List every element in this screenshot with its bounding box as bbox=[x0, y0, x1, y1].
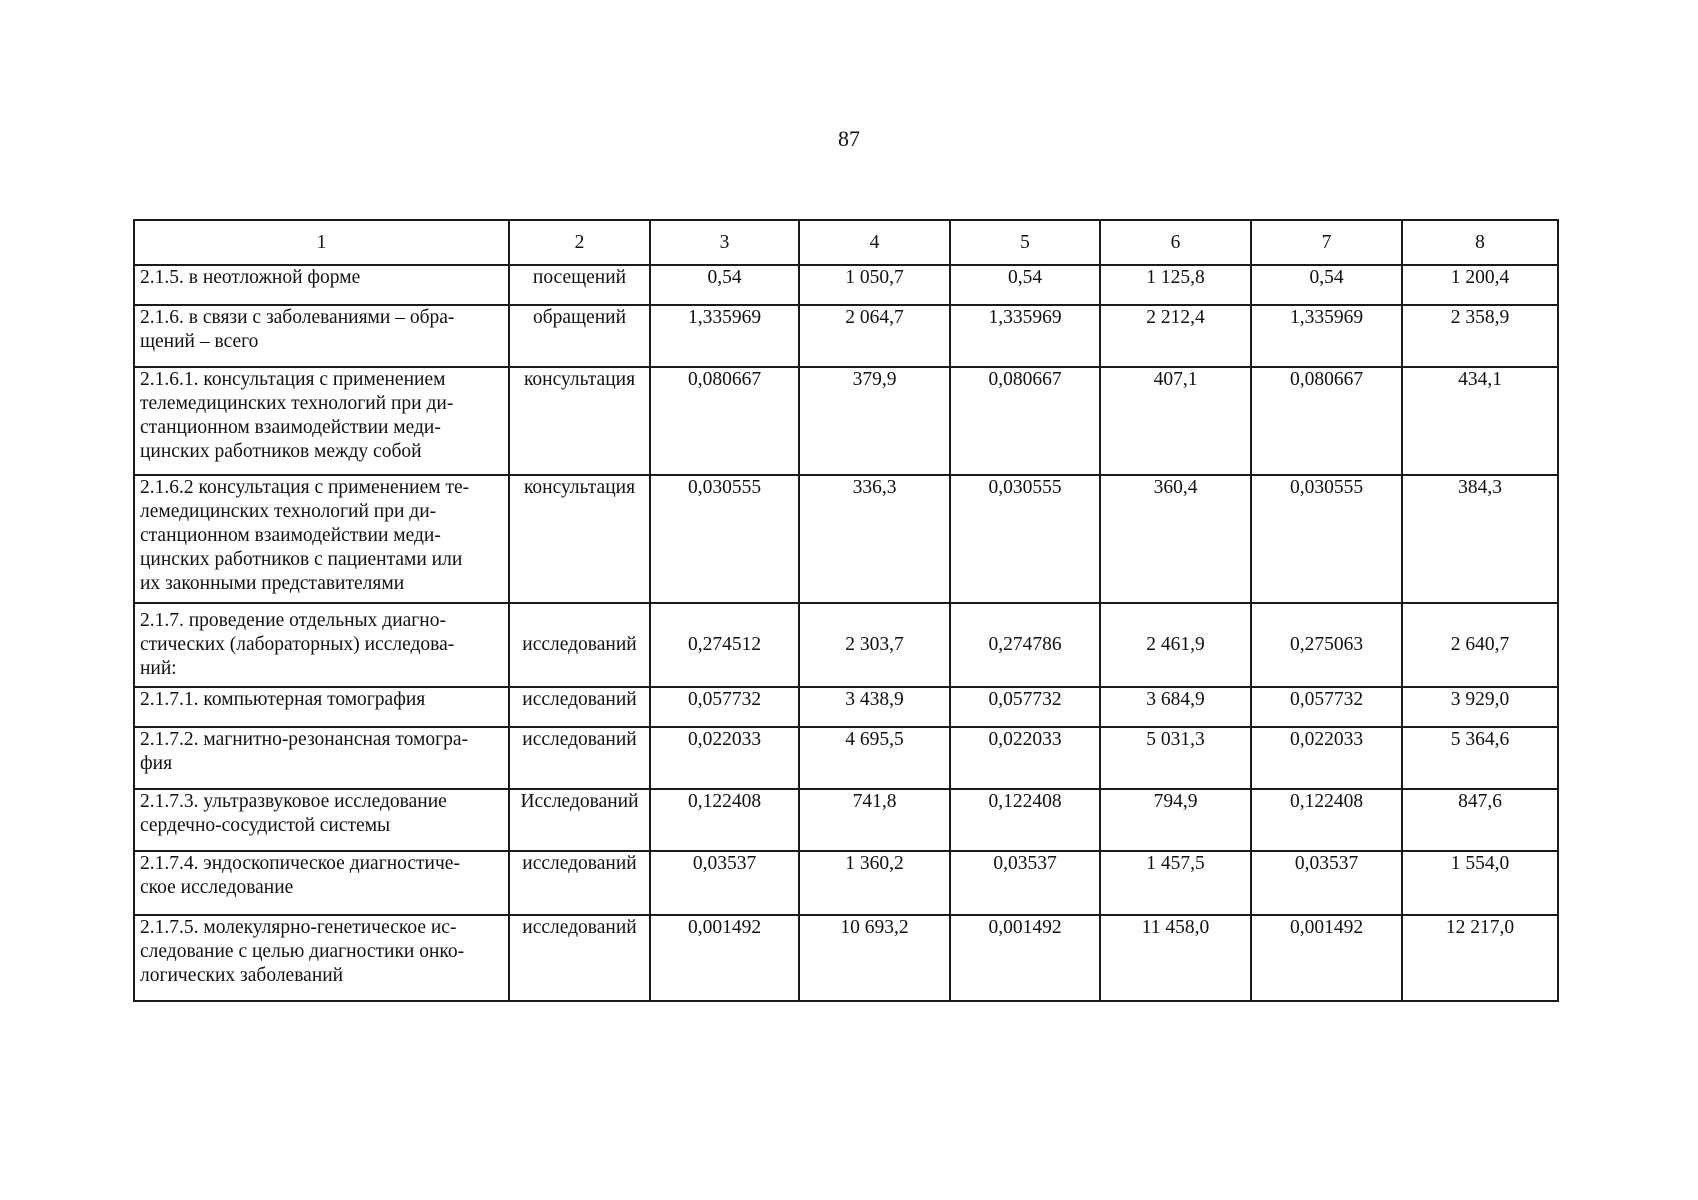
column-header: 1 bbox=[134, 220, 509, 265]
value-cell: 0,022033 bbox=[650, 727, 799, 789]
value-cell: 741,8 bbox=[799, 789, 950, 851]
row-name-line: щений – всего bbox=[140, 331, 259, 352]
value-cell: 384,3 bbox=[1402, 475, 1558, 603]
value-cell: 336,3 bbox=[799, 475, 950, 603]
unit-cell: Исследований bbox=[509, 789, 650, 851]
table-row bbox=[134, 367, 1558, 475]
value-cell: 3 684,9 bbox=[1100, 687, 1251, 727]
column-header: 8 bbox=[1402, 220, 1558, 265]
row-name-line: сердечно-сосудистой системы bbox=[140, 815, 391, 836]
value-cell: 0,080667 bbox=[650, 367, 799, 475]
row-name-line: 2.1.7.1. компьютерная томография bbox=[140, 689, 426, 710]
row-name-line: 2.1.7. проведение отдельных диагно- bbox=[140, 610, 446, 631]
table-row bbox=[134, 851, 1558, 915]
value-cell: 0,022033 bbox=[950, 727, 1100, 789]
value-cell: 0,080667 bbox=[1251, 367, 1402, 475]
unit-cell: исследований bbox=[509, 851, 650, 915]
value-cell: 1 125,8 bbox=[1100, 265, 1251, 305]
column-header: 3 bbox=[650, 220, 799, 265]
value-cell: 0,030555 bbox=[650, 475, 799, 603]
row-name-line: 2.1.7.4. эндоскопическое диагностиче- bbox=[140, 853, 460, 874]
table-row bbox=[134, 305, 1558, 367]
table-row bbox=[134, 603, 1558, 687]
row-name-line: ний: bbox=[140, 658, 177, 679]
value-cell: 0,057732 bbox=[950, 687, 1100, 727]
row-name-cell bbox=[134, 603, 509, 687]
header-row bbox=[134, 220, 1558, 265]
row-name-line: цинских работников между собой bbox=[140, 441, 422, 462]
row-name-cell bbox=[134, 789, 509, 851]
value-cell: 407,1 bbox=[1100, 367, 1251, 475]
value-cell: 0,274512 bbox=[650, 603, 799, 687]
value-cell: 11 458,0 bbox=[1100, 915, 1251, 1001]
column-header: 5 bbox=[950, 220, 1100, 265]
value-cell: 10 693,2 bbox=[799, 915, 950, 1001]
unit-cell: посещений bbox=[509, 265, 650, 305]
value-cell: 0,03537 bbox=[650, 851, 799, 915]
value-cell: 0,057732 bbox=[1251, 687, 1402, 727]
value-cell: 379,9 bbox=[799, 367, 950, 475]
row-name-line: следование с целью диагностики онко- bbox=[140, 941, 465, 962]
value-cell: 847,6 bbox=[1402, 789, 1558, 851]
row-name-line: 2.1.6. в связи с заболеваниями – обра- bbox=[140, 307, 455, 328]
row-name-line: лемедицинских технологий при ди- bbox=[140, 501, 437, 522]
unit-cell: исследований bbox=[509, 687, 650, 727]
row-name-line: 2.1.7.3. ультразвуковое исследование bbox=[140, 791, 447, 812]
row-name-line: 2.1.6.1. консультация с применением bbox=[140, 369, 446, 390]
value-cell: 1,335969 bbox=[1251, 305, 1402, 367]
value-cell: 1 554,0 bbox=[1402, 851, 1558, 915]
value-cell: 0,080667 bbox=[950, 367, 1100, 475]
column-header: 6 bbox=[1100, 220, 1251, 265]
column-header: 7 bbox=[1251, 220, 1402, 265]
page-number: 87 bbox=[838, 126, 860, 151]
value-cell: 1,335969 bbox=[950, 305, 1100, 367]
value-cell: 1 360,2 bbox=[799, 851, 950, 915]
value-cell: 2 461,9 bbox=[1100, 603, 1251, 687]
value-cell: 0,001492 bbox=[650, 915, 799, 1001]
row-name-line: 2.1.5. в неотложной форме bbox=[140, 267, 361, 288]
value-cell: 0,54 bbox=[950, 265, 1100, 305]
value-cell: 0,030555 bbox=[950, 475, 1100, 603]
value-cell: 2 358,9 bbox=[1402, 305, 1558, 367]
table-row bbox=[134, 687, 1558, 727]
table-row bbox=[134, 475, 1558, 603]
value-cell: 2 303,7 bbox=[799, 603, 950, 687]
data-table bbox=[133, 219, 1559, 1002]
row-name-cell bbox=[134, 367, 509, 475]
table-row bbox=[134, 727, 1558, 789]
row-name-cell bbox=[134, 851, 509, 915]
value-cell: 0,274786 bbox=[950, 603, 1100, 687]
row-name-line: их законными представителями bbox=[140, 573, 405, 594]
row-name-cell bbox=[134, 727, 509, 789]
row-name-cell bbox=[134, 265, 509, 305]
value-cell: 0,030555 bbox=[1251, 475, 1402, 603]
value-cell: 0,03537 bbox=[950, 851, 1100, 915]
unit-cell: консультация bbox=[509, 475, 650, 603]
column-header: 4 bbox=[799, 220, 950, 265]
table-body bbox=[134, 265, 1558, 1001]
value-cell: 0,54 bbox=[650, 265, 799, 305]
row-name-cell bbox=[134, 915, 509, 1001]
value-cell: 5 364,6 bbox=[1402, 727, 1558, 789]
value-cell: 360,4 bbox=[1100, 475, 1251, 603]
row-name-line: станционном взаимодействии меди- bbox=[140, 417, 441, 438]
value-cell: 0,03537 bbox=[1251, 851, 1402, 915]
value-cell: 0,122408 bbox=[1251, 789, 1402, 851]
value-cell: 1,335969 bbox=[650, 305, 799, 367]
row-name-line: 2.1.7.5. молекулярно-генетическое ис- bbox=[140, 917, 457, 938]
row-name-line: стических (лабораторных) исследова- bbox=[140, 634, 455, 655]
row-name-line: фия bbox=[140, 753, 173, 774]
unit-cell: исследований bbox=[509, 915, 650, 1001]
value-cell: 0,022033 bbox=[1251, 727, 1402, 789]
value-cell: 3 438,9 bbox=[799, 687, 950, 727]
table-row bbox=[134, 265, 1558, 305]
value-cell: 0,122408 bbox=[650, 789, 799, 851]
value-cell: 0,54 bbox=[1251, 265, 1402, 305]
unit-cell: обращений bbox=[509, 305, 650, 367]
unit-cell: консультация bbox=[509, 367, 650, 475]
value-cell: 0,122408 bbox=[950, 789, 1100, 851]
value-cell: 1 200,4 bbox=[1402, 265, 1558, 305]
row-name-cell bbox=[134, 305, 509, 367]
table-row bbox=[134, 915, 1558, 1001]
row-name-line: телемедицинских технологий при ди- bbox=[140, 393, 454, 414]
row-name-line: логических заболеваний bbox=[140, 965, 344, 986]
value-cell: 0,001492 bbox=[1251, 915, 1402, 1001]
value-cell: 1 050,7 bbox=[799, 265, 950, 305]
column-header: 2 bbox=[509, 220, 650, 265]
value-cell: 2 064,7 bbox=[799, 305, 950, 367]
value-cell: 434,1 bbox=[1402, 367, 1558, 475]
value-cell: 12 217,0 bbox=[1402, 915, 1558, 1001]
value-cell: 4 695,5 bbox=[799, 727, 950, 789]
value-cell: 0,275063 bbox=[1251, 603, 1402, 687]
table-row bbox=[134, 789, 1558, 851]
unit-cell: исследований bbox=[509, 727, 650, 789]
row-name-line: 2.1.7.2. магнитно-резонансная томогра- bbox=[140, 729, 469, 750]
row-name-cell bbox=[134, 475, 509, 603]
value-cell: 5 031,3 bbox=[1100, 727, 1251, 789]
row-name-cell bbox=[134, 687, 509, 727]
unit-cell: исследований bbox=[509, 603, 650, 687]
row-name-line: цинских работников с пациентами или bbox=[140, 549, 463, 570]
row-name-line: станционном взаимодействии меди- bbox=[140, 525, 441, 546]
value-cell: 2 212,4 bbox=[1100, 305, 1251, 367]
value-cell: 3 929,0 bbox=[1402, 687, 1558, 727]
row-name-line: 2.1.6.2 консультация с применением те- bbox=[140, 477, 470, 498]
value-cell: 1 457,5 bbox=[1100, 851, 1251, 915]
value-cell: 794,9 bbox=[1100, 789, 1251, 851]
row-name-line: ское исследование bbox=[140, 877, 294, 898]
value-cell: 2 640,7 bbox=[1402, 603, 1558, 687]
value-cell: 0,057732 bbox=[650, 687, 799, 727]
value-cell: 0,001492 bbox=[950, 915, 1100, 1001]
